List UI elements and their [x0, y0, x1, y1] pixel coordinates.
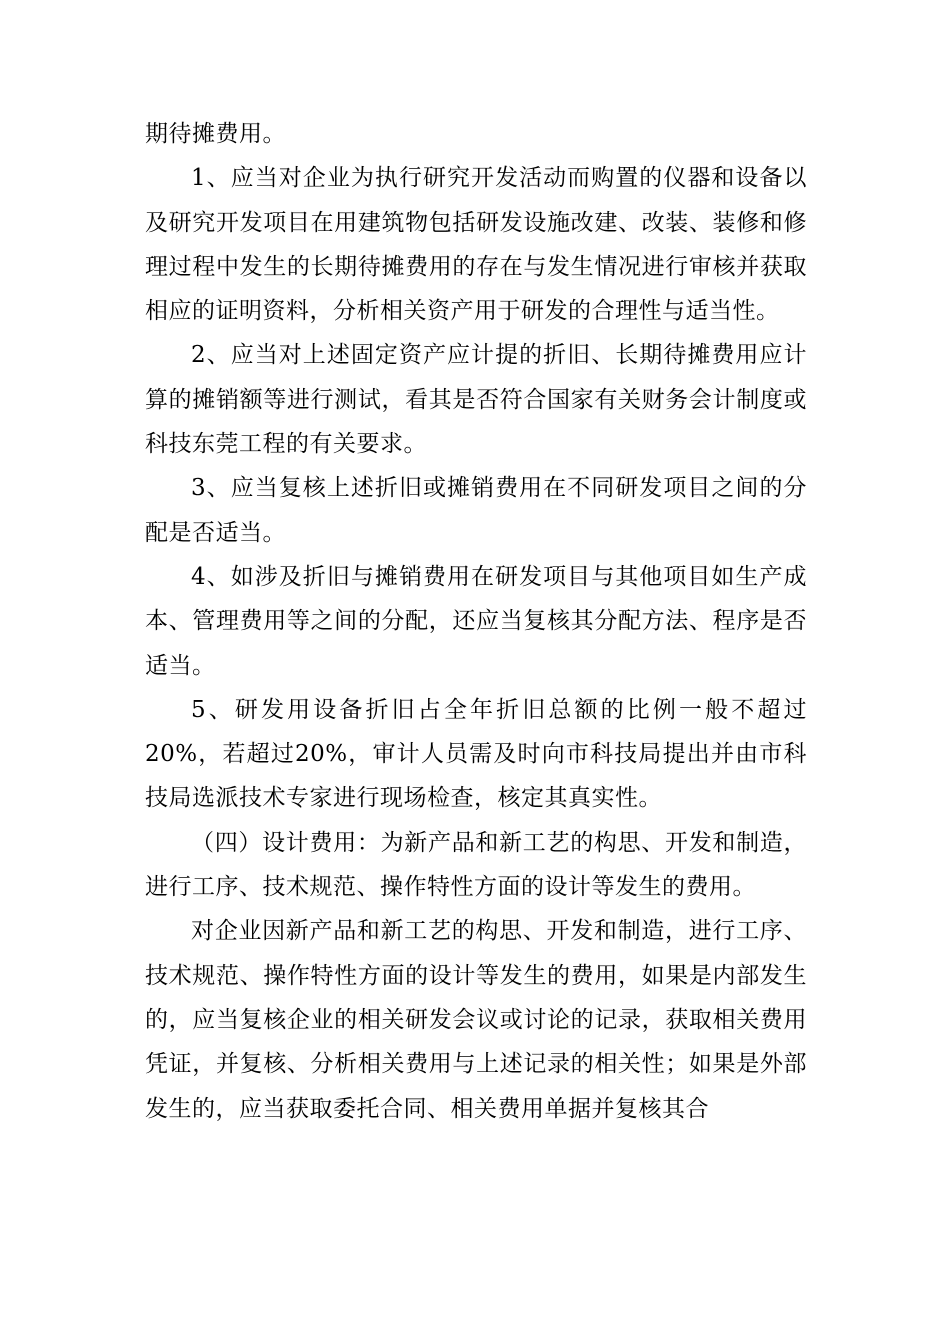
paragraph-continuation: 期待摊费用。	[145, 121, 286, 147]
paragraph-item-2: 2、应当对上述固定资产应计提的折旧、长期待摊费用应计算的摊销额等进行测试，看其是否符合国家有关财务会计制度或科技东莞工程的有关要求。	[145, 342, 807, 458]
paragraph-item-4: 4、如涉及折旧与摊销费用在研发项目与其他项目如生产成本、管理费用等之间的分配，还应当复核其分配方法、程序是否适当。	[145, 563, 807, 679]
document-body	[145, 112, 807, 1131]
paragraph-item-5: 5、研发用设备折旧占全年折旧总额的比例一般不超过20%，若超过20%，审计人员需及时向市科技局提出并由市科技局选派技术专家进行现场检查，核定其真实性。	[145, 696, 807, 812]
paragraph-design-fees-review: 对企业因新产品和新工艺的构思、开发和制造，进行工序、技术规范、操作特性方面的设计等发生的费用，如果是内部发生的，应当复核企业的相关研发会议或讨论的记录，获取相关费用凭证，并复核、分析相关费用与上述记录的相关性；如果是外部发生的，应当获取委托合同、相关费用单据并复核其合	[145, 918, 807, 1122]
paragraph-item-3: 3、应当复核上述折旧或摊销费用在不同研发项目之间的分配是否适当。	[145, 475, 807, 546]
paragraph-item-1: 1、应当对企业为执行研究开发活动而购置的仪器和设备以及研究开发项目在用建筑物包括研发设施改建、改装、装修和修理过程中发生的长期待摊费用的存在与发生情况进行审核并获取相应的证明资料，分析相关资产用于研发的合理性与适当性。	[145, 165, 807, 325]
section-heading-design-fees: （四）设计费用：为新产品和新工艺的构思、开发和制造，进行工序、技术规范、操作特性方面的设计等发生的费用。	[145, 829, 807, 901]
